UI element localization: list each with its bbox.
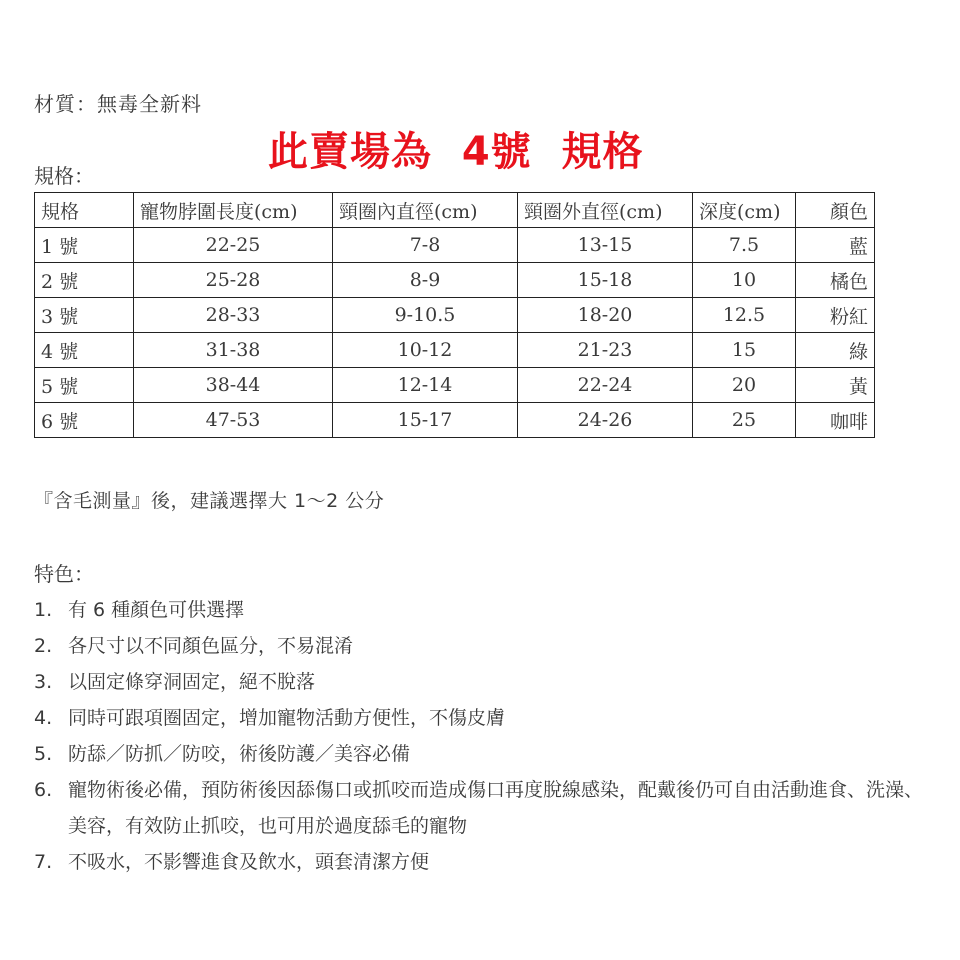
cell-inner-diameter: 8-9 [333,263,518,298]
cell-neck-length: 25-28 [134,263,333,298]
list-item-text: 有 6 種顏色可供選擇 [68,599,245,621]
cell-neck-length: 31-38 [134,333,333,368]
table-row [35,298,875,333]
cell-outer-diameter: 24-26 [518,403,693,438]
list-item-text: 同時可跟項圈固定，增加寵物活動方便性，不傷皮膚 [68,707,506,729]
page-headline: 此賣場為 4號 規格 [268,129,644,175]
list-item-number: 4. [34,707,53,729]
list-item-number: 6. [34,779,53,801]
header-color: 顏色 [796,193,875,228]
cell-color: 橘色 [796,263,875,298]
header-size: 規格 [35,193,134,228]
cell-inner-diameter: 10-12 [333,333,518,368]
list-item [34,772,934,844]
table-header-row [35,193,875,228]
list-item-number: 7. [34,851,53,873]
header-neck-length: 寵物脖圍長度(cm) [134,193,333,228]
cell-outer-diameter: 13-15 [518,228,693,263]
list-item-text: 寵物術後必備，預防術後因舔傷口或抓咬而造成傷口再度脫線感染，配戴後仍可自由活動進食、洗澡、美容，有效防止抓咬，也可用於過度舔毛的寵物 [68,779,924,837]
list-item-number: 5. [34,743,53,765]
table-row [35,263,875,298]
cell-color: 綠 [796,333,875,368]
cell-size: 5 號 [35,368,134,403]
list-item [34,664,934,700]
spec-label: 規格： [34,164,94,188]
cell-inner-diameter: 7-8 [333,228,518,263]
list-item [34,628,934,664]
cell-size: 6 號 [35,403,134,438]
table-row [35,333,875,368]
header-depth: 深度(cm) [693,193,796,228]
cell-color: 咖啡 [796,403,875,438]
cell-color: 藍 [796,228,875,263]
cell-inner-diameter: 15-17 [333,403,518,438]
cell-depth: 10 [693,263,796,298]
cell-depth: 12.5 [693,298,796,333]
cell-depth: 25 [693,403,796,438]
list-item-text: 以固定條穿洞固定，絕不脫落 [68,671,316,693]
size-spec-table [34,192,875,438]
list-item [34,700,934,736]
list-item-number: 3. [34,671,53,693]
table-row [35,403,875,438]
cell-outer-diameter: 21-23 [518,333,693,368]
cell-neck-length: 28-33 [134,298,333,333]
list-item-text: 不吸水，不影響進食及飲水，頭套清潔方便 [68,851,430,873]
features-title: 特色： [34,562,94,586]
list-item-number: 2. [34,635,53,657]
list-item-text: 各尺寸以不同顏色區分，不易混淆 [68,635,354,657]
list-item [34,844,934,880]
cell-size: 4 號 [35,333,134,368]
list-item-text: 防舔／防抓／防咬，術後防護／美容必備 [68,743,411,765]
material-text: 材質：無毒全新料 [34,92,202,116]
cell-neck-length: 38-44 [134,368,333,403]
cell-depth: 15 [693,333,796,368]
cell-outer-diameter: 18-20 [518,298,693,333]
cell-color: 黃 [796,368,875,403]
cell-outer-diameter: 15-18 [518,263,693,298]
cell-size: 2 號 [35,263,134,298]
table-row [35,368,875,403]
cell-depth: 20 [693,368,796,403]
list-item [34,736,934,772]
measurement-note: 『含毛測量』後，建議選擇大 1～2 公分 [34,490,385,512]
cell-inner-diameter: 12-14 [333,368,518,403]
header-outer-diameter: 頸圈外直徑(cm) [518,193,693,228]
list-item [34,592,934,628]
features-list [34,592,934,880]
cell-inner-diameter: 9-10.5 [333,298,518,333]
cell-outer-diameter: 22-24 [518,368,693,403]
cell-neck-length: 22-25 [134,228,333,263]
table-row [35,228,875,263]
cell-neck-length: 47-53 [134,403,333,438]
header-inner-diameter: 頸圈內直徑(cm) [333,193,518,228]
cell-depth: 7.5 [693,228,796,263]
cell-size: 3 號 [35,298,134,333]
cell-size: 1 號 [35,228,134,263]
list-item-number: 1. [34,599,53,621]
cell-color: 粉紅 [796,298,875,333]
